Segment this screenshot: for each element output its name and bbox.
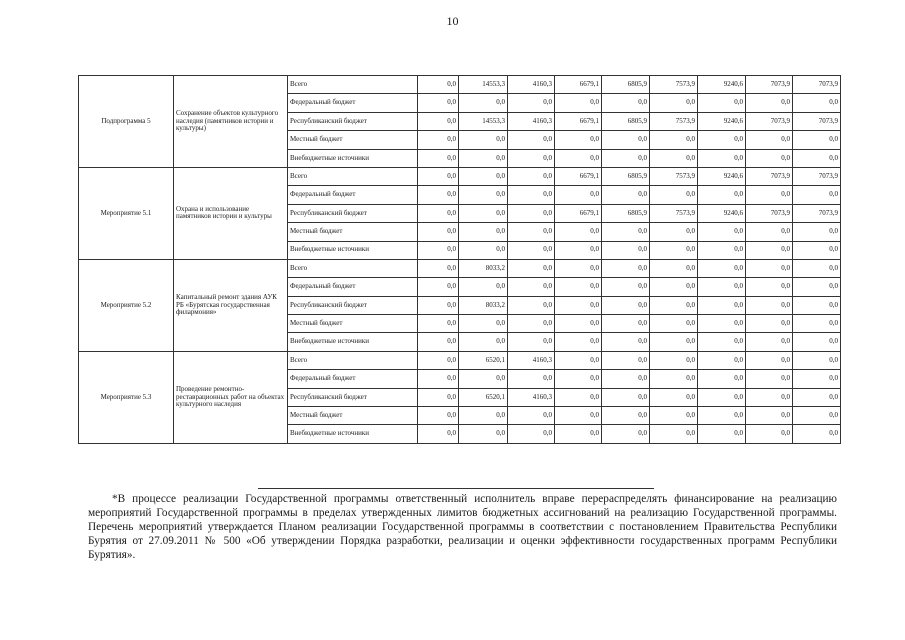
amount-cell: 0,0 [650, 149, 698, 167]
amount-cell: 0,0 [459, 204, 508, 222]
amount-cell: 0,0 [698, 131, 746, 149]
amount-cell: 6679,1 [555, 167, 602, 185]
amount-cell: 0,0 [418, 333, 459, 351]
program-description-cell: Охрана и использование памятников истории и культуры [174, 167, 288, 259]
amount-cell: 0,0 [650, 278, 698, 296]
amount-cell: 9240,6 [698, 76, 746, 94]
funding-source-cell: Федеральный бюджет [288, 186, 418, 204]
amount-cell: 0,0 [698, 296, 746, 314]
funding-source-cell: Федеральный бюджет [288, 94, 418, 112]
amount-cell: 0,0 [418, 388, 459, 406]
amount-cell: 7073,9 [793, 112, 841, 130]
amount-cell: 0,0 [746, 296, 793, 314]
amount-cell: 0,0 [602, 370, 650, 388]
funding-source-cell: Федеральный бюджет [288, 278, 418, 296]
amount-cell: 0,0 [602, 296, 650, 314]
table-row [79, 76, 841, 94]
funding-source-cell: Республиканский бюджет [288, 296, 418, 314]
funding-source-cell: Республиканский бюджет [288, 204, 418, 222]
funding-source-cell: Федеральный бюджет [288, 370, 418, 388]
amount-cell: 7073,9 [746, 76, 793, 94]
amount-cell: 7573,9 [650, 76, 698, 94]
amount-cell: 0,0 [602, 259, 650, 277]
amount-cell: 0,0 [650, 333, 698, 351]
amount-cell: 0,0 [459, 315, 508, 333]
amount-cell: 0,0 [555, 278, 602, 296]
amount-cell: 4160,3 [508, 112, 555, 130]
program-description-cell: Сохранение объектов культурного наследия (памятников истории и культуры) [174, 76, 288, 168]
amount-cell: 0,0 [418, 223, 459, 241]
amount-cell: 0,0 [698, 333, 746, 351]
amount-cell: 4160,3 [508, 388, 555, 406]
amount-cell: 0,0 [418, 149, 459, 167]
amount-cell: 0,0 [698, 94, 746, 112]
amount-cell: 0,0 [459, 94, 508, 112]
amount-cell: 0,0 [698, 259, 746, 277]
amount-cell: 0,0 [793, 131, 841, 149]
amount-cell: 0,0 [418, 112, 459, 130]
amount-cell: 6805,9 [602, 76, 650, 94]
funding-source-cell: Внебюджетные источники [288, 241, 418, 259]
funding-source-cell: Всего [288, 167, 418, 185]
amount-cell: 7073,9 [746, 112, 793, 130]
funding-source-cell: Местный бюджет [288, 407, 418, 425]
amount-cell: 0,0 [459, 278, 508, 296]
amount-cell: 0,0 [793, 94, 841, 112]
amount-cell: 0,0 [793, 296, 841, 314]
amount-cell: 7573,9 [650, 167, 698, 185]
amount-cell: 0,0 [508, 259, 555, 277]
amount-cell: 8033,2 [459, 296, 508, 314]
amount-cell: 0,0 [746, 388, 793, 406]
amount-cell: 0,0 [602, 223, 650, 241]
amount-cell: 0,0 [793, 333, 841, 351]
funding-source-cell: Местный бюджет [288, 131, 418, 149]
amount-cell: 0,0 [650, 131, 698, 149]
amount-cell: 6805,9 [602, 167, 650, 185]
amount-cell: 0,0 [793, 351, 841, 369]
amount-cell: 0,0 [555, 407, 602, 425]
funding-source-cell: Республиканский бюджет [288, 112, 418, 130]
amount-cell: 6679,1 [555, 204, 602, 222]
amount-cell: 0,0 [793, 241, 841, 259]
amount-cell: 0,0 [508, 94, 555, 112]
amount-cell: 0,0 [602, 278, 650, 296]
amount-cell: 0,0 [418, 259, 459, 277]
amount-cell: 0,0 [602, 388, 650, 406]
amount-cell: 0,0 [459, 223, 508, 241]
amount-cell: 0,0 [698, 149, 746, 167]
amount-cell: 0,0 [746, 186, 793, 204]
amount-cell: 0,0 [746, 315, 793, 333]
amount-cell: 0,0 [555, 370, 602, 388]
amount-cell: 0,0 [508, 333, 555, 351]
amount-cell: 0,0 [746, 351, 793, 369]
amount-cell: 0,0 [459, 370, 508, 388]
amount-cell: 0,0 [459, 131, 508, 149]
amount-cell: 0,0 [508, 407, 555, 425]
amount-cell: 7073,9 [793, 76, 841, 94]
amount-cell: 0,0 [650, 351, 698, 369]
amount-cell: 0,0 [555, 351, 602, 369]
amount-cell: 0,0 [602, 333, 650, 351]
amount-cell: 0,0 [698, 278, 746, 296]
table-row [79, 351, 841, 369]
amount-cell: 0,0 [698, 241, 746, 259]
amount-cell: 14553,3 [459, 76, 508, 94]
amount-cell: 0,0 [508, 425, 555, 443]
amount-cell: 0,0 [418, 167, 459, 185]
amount-cell: 6520,1 [459, 351, 508, 369]
amount-cell: 0,0 [418, 76, 459, 94]
amount-cell: 0,0 [555, 149, 602, 167]
amount-cell: 0,0 [650, 407, 698, 425]
amount-cell: 4160,3 [508, 351, 555, 369]
footnote: *В процессе реализации Государственной программы ответственный исполнитель вправе перераспределять финансирование на реализацию мероприятий Государственной программы в пределах утвержденных лимитов бюджетных ассигнований на реализацию Государственной программы. Перечень мероприятий утверждается Планом реализации Государственной программы в соответствии с постановлением Правительства Республики Бурятия от 27.09.2011 № 500 «Об утверждении Порядка разработки, реализации и оценки эффективности государственных программ Республики Бурятия». [88, 493, 837, 561]
amount-cell: 0,0 [459, 186, 508, 204]
amount-cell: 0,0 [793, 425, 841, 443]
funding-source-cell: Всего [288, 76, 418, 94]
amount-cell: 6679,1 [555, 76, 602, 94]
funding-source-cell: Всего [288, 259, 418, 277]
amount-cell: 0,0 [793, 278, 841, 296]
program-name-cell: Мероприятие 5.2 [79, 259, 174, 351]
amount-cell: 0,0 [793, 186, 841, 204]
amount-cell: 0,0 [602, 241, 650, 259]
amount-cell: 0,0 [602, 425, 650, 443]
amount-cell: 7073,9 [793, 167, 841, 185]
amount-cell: 0,0 [459, 333, 508, 351]
funding-source-cell: Республиканский бюджет [288, 388, 418, 406]
amount-cell: 0,0 [793, 315, 841, 333]
amount-cell: 0,0 [698, 351, 746, 369]
amount-cell: 0,0 [418, 425, 459, 443]
amount-cell: 6805,9 [602, 112, 650, 130]
amount-cell: 14553,3 [459, 112, 508, 130]
amount-cell: 7573,9 [650, 112, 698, 130]
amount-cell: 0,0 [602, 149, 650, 167]
amount-cell: 0,0 [650, 296, 698, 314]
amount-cell: 0,0 [418, 370, 459, 388]
amount-cell: 6520,1 [459, 388, 508, 406]
funding-source-cell: Местный бюджет [288, 223, 418, 241]
amount-cell: 9240,6 [698, 204, 746, 222]
amount-cell: 0,0 [418, 315, 459, 333]
amount-cell: 0,0 [793, 223, 841, 241]
amount-cell: 0,0 [508, 278, 555, 296]
funding-source-cell: Внебюджетные источники [288, 425, 418, 443]
amount-cell: 0,0 [698, 186, 746, 204]
amount-cell: 6679,1 [555, 112, 602, 130]
amount-cell: 0,0 [746, 425, 793, 443]
amount-cell: 0,0 [602, 351, 650, 369]
amount-cell: 0,0 [650, 186, 698, 204]
amount-cell: 0,0 [698, 315, 746, 333]
amount-cell: 0,0 [418, 131, 459, 149]
funding-source-cell: Всего [288, 351, 418, 369]
amount-cell: 0,0 [650, 241, 698, 259]
amount-cell: 0,0 [793, 259, 841, 277]
amount-cell: 6805,9 [602, 204, 650, 222]
amount-cell: 0,0 [555, 94, 602, 112]
amount-cell: 0,0 [459, 407, 508, 425]
table-body [79, 76, 841, 444]
program-description-cell: Капитальный ремонт здания АУК РБ «Бурятская государственная филармония» [174, 259, 288, 351]
table-row [79, 259, 841, 277]
amount-cell: 0,0 [602, 94, 650, 112]
amount-cell: 0,0 [555, 333, 602, 351]
amount-cell: 7073,9 [746, 204, 793, 222]
amount-cell: 0,0 [698, 370, 746, 388]
program-description-cell: Проведение ремонтно-реставрационных работ на объектах культурного наследия [174, 351, 288, 443]
amount-cell: 0,0 [793, 407, 841, 425]
amount-cell: 0,0 [746, 94, 793, 112]
amount-cell: 0,0 [746, 223, 793, 241]
funding-source-cell: Внебюджетные источники [288, 333, 418, 351]
amount-cell: 0,0 [650, 315, 698, 333]
amount-cell: 0,0 [793, 388, 841, 406]
amount-cell: 0,0 [746, 370, 793, 388]
program-name-cell: Подпрограмма 5 [79, 76, 174, 168]
amount-cell: 0,0 [602, 407, 650, 425]
amount-cell: 0,0 [602, 186, 650, 204]
amount-cell: 8033,2 [459, 259, 508, 277]
amount-cell: 0,0 [459, 241, 508, 259]
amount-cell: 0,0 [508, 131, 555, 149]
amount-cell: 0,0 [746, 407, 793, 425]
amount-cell: 0,0 [459, 149, 508, 167]
amount-cell: 0,0 [418, 296, 459, 314]
amount-cell: 0,0 [746, 333, 793, 351]
amount-cell: 0,0 [508, 186, 555, 204]
amount-cell: 7573,9 [650, 204, 698, 222]
table-row [79, 167, 841, 185]
amount-cell: 7073,9 [793, 204, 841, 222]
amount-cell: 0,0 [650, 425, 698, 443]
amount-cell: 0,0 [555, 296, 602, 314]
amount-cell: 0,0 [746, 149, 793, 167]
amount-cell: 0,0 [602, 131, 650, 149]
amount-cell: 0,0 [508, 241, 555, 259]
amount-cell: 0,0 [555, 425, 602, 443]
amount-cell: 0,0 [650, 259, 698, 277]
amount-cell: 0,0 [508, 370, 555, 388]
amount-cell: 0,0 [508, 149, 555, 167]
amount-cell: 0,0 [698, 425, 746, 443]
amount-cell: 9240,6 [698, 167, 746, 185]
amount-cell: 0,0 [698, 407, 746, 425]
amount-cell: 0,0 [746, 241, 793, 259]
amount-cell: 0,0 [508, 223, 555, 241]
amount-cell: 0,0 [698, 388, 746, 406]
amount-cell: 0,0 [555, 223, 602, 241]
amount-cell: 0,0 [650, 223, 698, 241]
funding-source-cell: Местный бюджет [288, 315, 418, 333]
page-number: 10 [446, 14, 459, 28]
amount-cell: 4160,3 [508, 76, 555, 94]
amount-cell: 0,0 [698, 223, 746, 241]
amount-cell: 9240,6 [698, 112, 746, 130]
amount-cell: 0,0 [418, 94, 459, 112]
amount-cell: 0,0 [508, 167, 555, 185]
amount-cell: 0,0 [746, 131, 793, 149]
program-name-cell: Мероприятие 5.1 [79, 167, 174, 259]
funding-source-cell: Внебюджетные источники [288, 149, 418, 167]
amount-cell: 0,0 [459, 425, 508, 443]
amount-cell: 0,0 [508, 204, 555, 222]
amount-cell: 0,0 [459, 167, 508, 185]
amount-cell: 0,0 [793, 149, 841, 167]
amount-cell: 0,0 [555, 315, 602, 333]
amount-cell: 0,0 [650, 94, 698, 112]
amount-cell: 0,0 [418, 241, 459, 259]
amount-cell: 0,0 [555, 186, 602, 204]
amount-cell: 0,0 [793, 370, 841, 388]
amount-cell: 0,0 [746, 259, 793, 277]
amount-cell: 0,0 [555, 131, 602, 149]
amount-cell: 0,0 [602, 315, 650, 333]
footnote-separator [258, 488, 654, 489]
amount-cell: 0,0 [555, 241, 602, 259]
amount-cell: 0,0 [418, 186, 459, 204]
amount-cell: 0,0 [508, 296, 555, 314]
amount-cell: 0,0 [418, 204, 459, 222]
amount-cell: 0,0 [418, 278, 459, 296]
budget-table [78, 75, 841, 444]
amount-cell: 0,0 [650, 370, 698, 388]
amount-cell: 0,0 [418, 407, 459, 425]
amount-cell: 7073,9 [746, 167, 793, 185]
amount-cell: 0,0 [555, 259, 602, 277]
amount-cell: 0,0 [555, 388, 602, 406]
amount-cell: 0,0 [418, 351, 459, 369]
amount-cell: 0,0 [746, 278, 793, 296]
amount-cell: 0,0 [650, 388, 698, 406]
amount-cell: 0,0 [508, 315, 555, 333]
program-name-cell: Мероприятие 5.3 [79, 351, 174, 443]
